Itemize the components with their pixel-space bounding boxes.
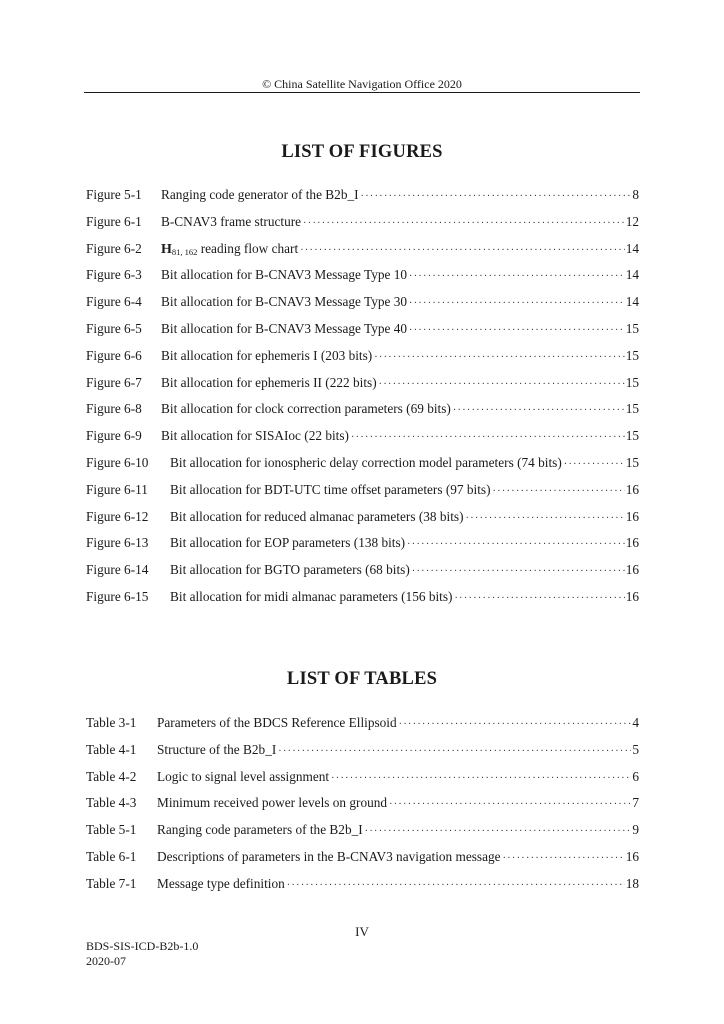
figure-entry[interactable] <box>86 535 639 562</box>
figure-entry-page: 15 <box>625 347 639 363</box>
figure-entry[interactable] <box>86 214 639 241</box>
dot-leader <box>379 377 625 393</box>
dot-leader <box>453 403 625 419</box>
dot-leader <box>564 457 625 473</box>
dot-leader <box>409 269 625 285</box>
dot-leader <box>466 511 625 527</box>
figure-entry-title-text: reading flow chart <box>197 240 299 256</box>
figure-entry-label: Figure 6-3 <box>86 267 142 283</box>
figure-entry-title: Bit allocation for EOP parameters (138 bits) <box>170 535 406 551</box>
table-entry-title: Message type definition <box>157 875 285 891</box>
table-entry[interactable] <box>86 769 639 796</box>
figure-entry[interactable] <box>86 294 639 321</box>
dot-leader <box>407 537 625 553</box>
figure-entry-title: Ranging code generator of the B2b_I <box>161 187 359 202</box>
dot-leader <box>503 851 625 867</box>
figure-entry[interactable] <box>86 267 639 294</box>
figure-entry-page: 16 <box>625 481 639 497</box>
matrix-symbol: H <box>161 241 172 257</box>
matrix-subscript: 81, 162 <box>171 246 198 257</box>
figure-entry-label: Figure 6-14 <box>86 562 149 578</box>
figure-entry-page: 15 <box>625 454 639 470</box>
figure-entry-label: Figure 6-8 <box>86 401 142 417</box>
figure-entry[interactable] <box>86 428 639 455</box>
figure-entry-label: Figure 5-1 <box>86 187 142 202</box>
figure-entry-page: 16 <box>625 588 639 604</box>
figure-entry-page: 14 <box>625 267 639 283</box>
table-entry-label: Table 6-1 <box>86 848 137 864</box>
figure-entry-page: 15 <box>625 374 639 390</box>
table-entry-label: Table 5-1 <box>86 822 137 838</box>
table-entry[interactable] <box>86 795 639 822</box>
dot-leader <box>300 243 625 259</box>
figure-entry-page: 14 <box>625 240 639 256</box>
figure-entry[interactable] <box>86 455 639 482</box>
list-of-tables-title: LIST OF TABLES <box>286 669 438 689</box>
dot-leader <box>412 564 625 580</box>
figure-entry-label: Figure 6-7 <box>86 374 142 390</box>
table-entry[interactable] <box>86 876 639 903</box>
figures-list <box>86 187 639 616</box>
dot-leader <box>374 350 624 366</box>
table-entry-label: Table 4-1 <box>86 741 137 757</box>
table-entry-title: Ranging code parameters of the B2b_I <box>157 822 363 838</box>
dot-leader <box>409 296 625 312</box>
figure-entry-page: 12 <box>625 213 639 229</box>
table-entry-title: Logic to signal level assignment <box>157 768 330 784</box>
figure-entry-page: 15 <box>625 401 639 417</box>
table-entry-page: 6 <box>632 768 639 784</box>
figure-entry-title: Bit allocation for ephemeris II (222 bits) <box>161 374 377 390</box>
table-entry-label: Table 4-2 <box>86 768 137 784</box>
dot-leader <box>454 591 624 607</box>
figure-entry-label: Figure 6-15 <box>86 588 149 604</box>
dot-leader <box>409 323 625 339</box>
table-entry-label: Table 7-1 <box>86 875 137 891</box>
figure-entry[interactable] <box>86 187 639 214</box>
table-entry[interactable] <box>86 742 639 769</box>
figure-entry-page: 16 <box>625 562 639 578</box>
document-id: BDS-SIS-ICD-B2b-1.0 <box>86 939 199 953</box>
figure-entry-label: Figure 6-6 <box>86 347 142 363</box>
figure-entry-title: Bit allocation for B-CNAV3 Message Type 40 <box>161 320 408 336</box>
table-entry-page: 18 <box>625 875 639 891</box>
figure-entry-label: Figure 6-2 <box>86 240 142 256</box>
figure-entry-title: Bit allocation for ephemeris I (203 bits) <box>161 347 373 363</box>
header-rule <box>84 92 640 93</box>
figure-entry-title: Bit allocation for BDT-UTC time offset parameters (97 bits) <box>170 481 491 497</box>
table-entry[interactable] <box>86 822 639 849</box>
list-of-figures-title: LIST OF FIGURES <box>281 142 443 162</box>
figure-entry[interactable] <box>86 375 639 402</box>
figure-entry-page: 16 <box>625 508 639 524</box>
dot-leader <box>399 717 632 733</box>
dot-leader <box>493 484 625 500</box>
figure-entry-label: Figure 6-11 <box>86 481 148 497</box>
figure-entry[interactable] <box>86 348 639 375</box>
figure-entry-page: 14 <box>625 294 639 310</box>
table-entry-title: Minimum received power levels on ground <box>157 795 388 811</box>
figure-entry-title: Bit allocation for SISAIoc (22 bits) <box>161 428 349 444</box>
figure-entry-label: Figure 6-10 <box>86 454 149 470</box>
document-footer <box>86 939 198 969</box>
figure-entry-title: Bit allocation for ionospheric delay correction model parameters (74 bits) <box>170 454 562 470</box>
figure-entry[interactable] <box>86 589 639 616</box>
figure-entry-title: B-CNAV3 frame structure <box>161 213 302 229</box>
table-entry-label: Table 3-1 <box>86 715 137 730</box>
dot-leader <box>361 189 632 205</box>
figure-entry-page: 15 <box>625 320 639 336</box>
figure-entry-label: Figure 6-5 <box>86 320 142 336</box>
figure-entry-title <box>161 241 298 260</box>
figure-entry[interactable] <box>86 321 639 348</box>
figure-entry-page: 8 <box>632 187 639 202</box>
table-entry-page: 4 <box>632 715 639 730</box>
figure-entry-title: Bit allocation for clock correction parameters (69 bits) <box>161 401 451 417</box>
dot-leader <box>389 797 631 813</box>
figure-entry-label: Figure 6-1 <box>86 213 142 229</box>
table-entry-page: 7 <box>632 795 639 811</box>
figure-entry[interactable] <box>86 401 639 428</box>
page-header: © China Satellite Navigation Office 2020 <box>262 77 462 91</box>
figure-entry-page: 15 <box>625 428 639 444</box>
dot-leader <box>331 771 631 787</box>
table-entry[interactable] <box>86 849 639 876</box>
tables-list <box>86 715 639 903</box>
figure-entry-label: Figure 6-9 <box>86 428 142 444</box>
table-entry-title: Descriptions of parameters in the B-CNAV3 navigation message <box>157 848 501 864</box>
table-entry-page: 9 <box>632 822 639 838</box>
figure-entry-label: Figure 6-13 <box>86 535 149 551</box>
figure-entry[interactable] <box>86 241 639 268</box>
document-date: 2020-07 <box>86 954 126 968</box>
table-entry-label: Table 4-3 <box>86 795 137 811</box>
figure-entry-label: Figure 6-12 <box>86 508 149 524</box>
dot-leader <box>365 824 632 840</box>
figure-entry-title: Bit allocation for reduced almanac parameters (38 bits) <box>170 508 464 524</box>
dot-leader <box>278 744 631 760</box>
table-entry-title: Parameters of the BDCS Reference Ellipsoid <box>157 715 397 730</box>
figure-entry[interactable] <box>86 509 639 536</box>
figure-entry[interactable] <box>86 482 639 509</box>
figure-entry-label: Figure 6-4 <box>86 294 142 310</box>
table-entry-page: 5 <box>632 741 639 757</box>
table-entry-page: 16 <box>625 848 639 864</box>
table-entry-title: Structure of the B2b_I <box>157 741 277 757</box>
figure-entry-title: Bit allocation for midi almanac parameters (156 bits) <box>170 588 453 604</box>
figure-entry-title: Bit allocation for B-CNAV3 Message Type 30 <box>161 294 408 310</box>
figure-entry-title: Bit allocation for B-CNAV3 Message Type 10 <box>161 267 408 283</box>
figure-entry-page: 16 <box>625 535 639 551</box>
dot-leader <box>303 216 625 232</box>
page-number: IV <box>355 924 369 939</box>
figure-entry[interactable] <box>86 562 639 589</box>
dot-leader <box>351 430 625 446</box>
figure-entry-title: Bit allocation for BGTO parameters (68 bits) <box>170 562 410 578</box>
table-entry[interactable] <box>86 715 639 742</box>
dot-leader <box>287 878 625 894</box>
